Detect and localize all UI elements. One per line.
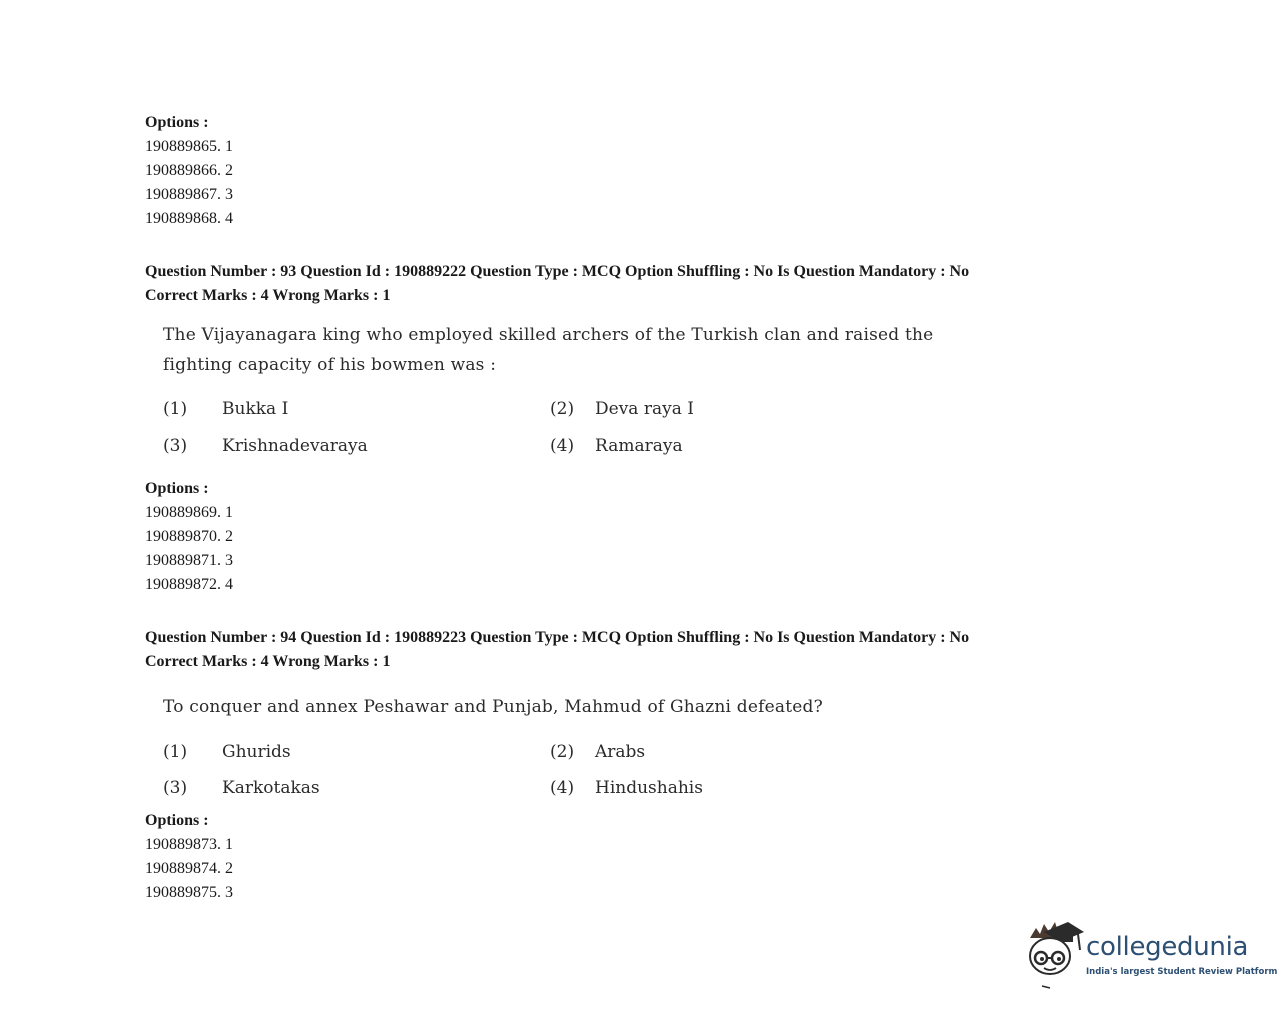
choice-text: Ramaraya bbox=[595, 436, 683, 456]
choice-number: (1) bbox=[163, 742, 188, 762]
option-id: 190889865. 1 bbox=[145, 138, 233, 155]
brand-tagline: India's largest Student Review Platform bbox=[1086, 967, 1278, 977]
option-id: 190889866. 2 bbox=[145, 162, 233, 179]
question-text: The Vijayanagara king who employed skilled archers of the Turkish clan and raised the bbox=[163, 325, 934, 345]
question-text: fighting capacity of his bowmen was : bbox=[163, 355, 497, 375]
choice-text: Deva raya I bbox=[595, 399, 694, 419]
option-id: 190889870. 2 bbox=[145, 528, 233, 545]
choice-text: Karkotakas bbox=[222, 778, 320, 798]
choice-number: (3) bbox=[163, 778, 188, 798]
option-id: 190889871. 3 bbox=[145, 552, 233, 569]
options-label: Options : bbox=[145, 480, 209, 497]
choice-number: (3) bbox=[163, 436, 188, 456]
option-id: 190889867. 3 bbox=[145, 186, 233, 203]
choice-text: Arabs bbox=[595, 742, 646, 762]
option-id: 190889874. 2 bbox=[145, 860, 233, 877]
question-marks: Correct Marks : 4 Wrong Marks : 1 bbox=[145, 653, 391, 670]
options-label: Options : bbox=[145, 114, 209, 131]
mascot-icon bbox=[1022, 916, 1084, 992]
brand-name: collegedunia bbox=[1086, 932, 1249, 962]
choice-text: Hindushahis bbox=[595, 778, 703, 798]
choice-number: (4) bbox=[550, 778, 575, 798]
choice-text: Krishnadevaraya bbox=[222, 436, 368, 456]
question-marks: Correct Marks : 4 Wrong Marks : 1 bbox=[145, 287, 391, 304]
choice-number: (1) bbox=[163, 399, 188, 419]
collegedunia-logo bbox=[1022, 916, 1278, 992]
choice-number: (2) bbox=[550, 399, 575, 419]
question-meta: Question Number : 94 Question Id : 190889223 Question Type : MCQ Option Shuffling : No Is Question Mandatory : No bbox=[145, 629, 970, 646]
choice-number: (2) bbox=[550, 742, 575, 762]
choice-number: (4) bbox=[550, 436, 575, 456]
options-label: Options : bbox=[145, 812, 209, 829]
question-meta: Question Number : 93 Question Id : 190889222 Question Type : MCQ Option Shuffling : No Is Question Mandatory : No bbox=[145, 263, 970, 280]
option-id: 190889872. 4 bbox=[145, 576, 233, 593]
question-text: To conquer and annex Peshawar and Punjab, Mahmud of Ghazni defeated? bbox=[163, 697, 823, 717]
option-id: 190889868. 4 bbox=[145, 210, 233, 227]
choice-text: Bukka I bbox=[222, 399, 289, 419]
option-id: 190889875. 3 bbox=[145, 884, 233, 901]
choice-text: Ghurids bbox=[222, 742, 291, 762]
option-id: 190889869. 1 bbox=[145, 504, 233, 521]
option-id: 190889873. 1 bbox=[145, 836, 233, 853]
